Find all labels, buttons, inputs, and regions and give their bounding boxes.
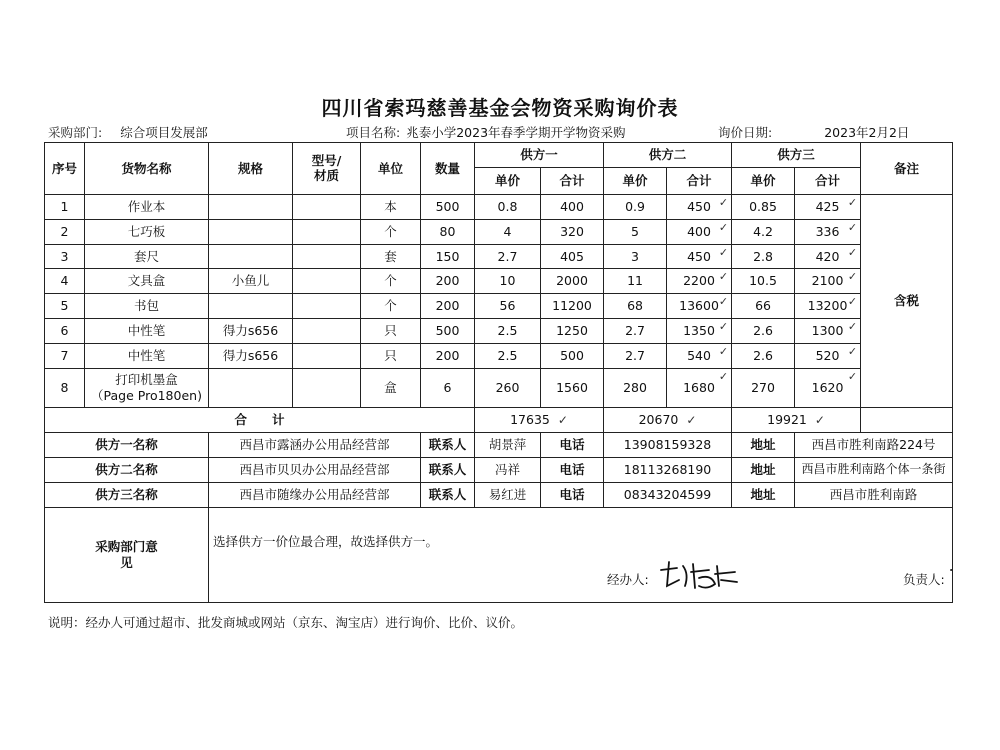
cell-price2: 11: [604, 269, 667, 294]
phone-value: 18113268190: [604, 457, 732, 482]
address-label: 地址: [732, 457, 795, 482]
check-mark-icon: ✓: [847, 320, 858, 334]
header-total3: 合计: [795, 167, 861, 194]
cell-price2: 3: [604, 244, 667, 269]
table-row: [45, 244, 953, 269]
cell-total2: [667, 294, 732, 319]
cell-seq: 5: [45, 294, 85, 319]
header-model-line1: 型号/: [311, 152, 342, 168]
header-qty: 数量: [421, 143, 475, 195]
check-mark-icon: ✓: [718, 295, 729, 309]
check-mark-icon: ✓: [847, 344, 858, 358]
cell-total3-value: 420: [815, 248, 840, 264]
check-mark-icon: ✓: [686, 413, 697, 428]
cell-price1: 10: [475, 269, 541, 294]
cell-total2-value: 2200: [683, 273, 715, 289]
handler-label: 经办人:: [607, 571, 649, 587]
project-value: 兆泰小学2023年春季学期开学物资采购: [406, 125, 626, 140]
cell-price1: 4: [475, 219, 541, 244]
supplier-label: 供方三名称: [45, 482, 209, 507]
cell-qty: 80: [421, 219, 475, 244]
cell-spec: 得力s656: [209, 343, 293, 368]
cell-qty: 500: [421, 319, 475, 344]
cell-total3: [795, 219, 861, 244]
contact-name: 易红进: [475, 482, 541, 507]
table-row: [45, 219, 953, 244]
cell-total1: 11200: [541, 294, 604, 319]
supplier-name: 西昌市随缘办公用品经营部: [209, 482, 421, 507]
cell-price2: 2.7: [604, 343, 667, 368]
cell-model: [293, 219, 361, 244]
project-label: 项目名称:: [346, 125, 401, 140]
cell-price3: 2.8: [732, 244, 795, 269]
table-row: [45, 343, 953, 368]
form-title: 四川省索玛慈善基金会物资采购询价表: [321, 96, 679, 120]
cell-total3: [795, 194, 861, 219]
table-row: [45, 269, 953, 294]
cell-seq: 1: [45, 194, 85, 219]
address-value: 西昌市胜利南路224号: [795, 433, 953, 458]
header-supplier2: 供方二: [604, 143, 732, 168]
cell-total2-value: 400: [687, 223, 711, 239]
check-mark-icon: ✓: [847, 220, 858, 234]
phone-value: 13908159328: [604, 433, 732, 458]
address-value: 西昌市胜利南路个体一条街: [795, 457, 953, 482]
cell-model: [293, 194, 361, 219]
cell-total3: [795, 294, 861, 319]
contact-label: 联系人: [421, 482, 475, 507]
cell-total3-value: 1300: [811, 323, 844, 339]
footnote: 说明：经办人可通过超市、批发商城或网站（京东、淘宝店）进行询价、比价、议价。: [48, 615, 524, 630]
check-mark-icon: ✓: [718, 270, 729, 284]
total-supplier3-value: 19921: [767, 412, 807, 428]
cell-price3: 4.2: [732, 219, 795, 244]
cell-model: [293, 294, 361, 319]
cell-spec: 小鱼儿: [209, 269, 293, 294]
cell-price2: 280: [604, 368, 667, 407]
header-total1: 合计: [541, 167, 604, 194]
cell-total3-value: 520: [815, 348, 840, 364]
check-mark-icon: ✓: [718, 195, 729, 209]
cell-spec: [209, 294, 293, 319]
cell-model: [293, 244, 361, 269]
table-row: [45, 294, 953, 319]
cell-seq: 4: [45, 269, 85, 294]
opinion-row: [45, 507, 953, 602]
date-label: 询价日期:: [718, 125, 773, 140]
check-mark-icon: ✓: [847, 295, 858, 309]
cell-name-line2: （Page Pro180en): [91, 387, 202, 403]
supplier-row: [45, 482, 953, 507]
cell-name: [85, 368, 209, 407]
cell-qty: 500: [421, 194, 475, 219]
cell-total2-value: 450: [687, 198, 711, 214]
cell-price2: 0.9: [604, 194, 667, 219]
supplier-name: 西昌市露涵办公用品经营部: [209, 433, 421, 458]
cell-total3-value: 336: [815, 223, 840, 239]
header-supplier1: 供方一: [475, 143, 604, 168]
supplier-row: [45, 433, 953, 458]
contact-name: 胡景萍: [475, 433, 541, 458]
table-row: [45, 319, 953, 344]
cell-total2-value: 1680: [683, 380, 715, 396]
address-label: 地址: [732, 433, 795, 458]
supplier-row: [45, 457, 953, 482]
supplier-label: 供方一名称: [45, 433, 209, 458]
total-supplier2-value: 20670: [638, 412, 679, 428]
cell-seq: 6: [45, 319, 85, 344]
cell-spec: [209, 194, 293, 219]
cell-seq: 3: [45, 244, 85, 269]
cell-model: [293, 269, 361, 294]
date-field: [718, 123, 909, 141]
supplier-label: 供方二名称: [45, 457, 209, 482]
phone-label: 电话: [541, 482, 604, 507]
cell-total2-value: 13600: [679, 298, 719, 314]
cell-total3: [795, 269, 861, 294]
cell-unit: 套: [361, 244, 421, 269]
cell-total3: [795, 343, 861, 368]
contact-label: 联系人: [421, 433, 475, 458]
check-mark-icon: ✓: [557, 413, 568, 428]
cell-total2: [667, 343, 732, 368]
header-remark: 备注: [861, 143, 953, 195]
handler-signature-icon: [655, 556, 745, 596]
cell-price3: 270: [732, 368, 795, 407]
header-model-line2: 材质: [313, 168, 339, 184]
cell-spec: [209, 244, 293, 269]
cell-seq: 2: [45, 219, 85, 244]
header-total2: 合计: [667, 167, 732, 194]
cell-price1: 2.5: [475, 343, 541, 368]
cell-model: [293, 319, 361, 344]
remark-cell: 含税: [861, 194, 953, 407]
cell-price3: 2.6: [732, 319, 795, 344]
cell-total2: [667, 219, 732, 244]
cell-total1: 405: [541, 244, 604, 269]
responsible-label: 负责人:: [903, 571, 945, 587]
cell-name: 套尺: [85, 244, 209, 269]
total-supplier3: [732, 408, 861, 433]
dept-value: 综合项目发展部: [120, 125, 208, 140]
cell-price1: 2.7: [475, 244, 541, 269]
cell-total2-value: 450: [687, 248, 711, 264]
cell-name: 中性笔: [85, 343, 209, 368]
cell-total2: [667, 244, 732, 269]
check-mark-icon: ✓: [718, 320, 729, 334]
header-spec: 规格: [209, 143, 293, 195]
cell-qty: 150: [421, 244, 475, 269]
header-supplier3: 供方三: [732, 143, 861, 168]
cell-total3: [795, 319, 861, 344]
header-row-1: [45, 143, 953, 168]
cell-price3: 0.85: [732, 194, 795, 219]
opinion-label-line2: 见: [120, 554, 133, 570]
total-supplier2: [604, 408, 732, 433]
check-mark-icon: ✓: [847, 195, 858, 209]
check-mark-icon: ✓: [814, 413, 825, 428]
cell-price3: 2.6: [732, 343, 795, 368]
cell-unit: 个: [361, 219, 421, 244]
cell-price2: 2.7: [604, 319, 667, 344]
header-unit: 单位: [361, 143, 421, 195]
check-mark-icon: ✓: [718, 344, 729, 358]
cell-qty: 200: [421, 269, 475, 294]
address-value: 西昌市胜利南路: [795, 482, 953, 507]
cell-model: [293, 343, 361, 368]
cell-spec: 得力s656: [209, 319, 293, 344]
cell-price1: 0.8: [475, 194, 541, 219]
cell-price1: 56: [475, 294, 541, 319]
opinion-text: 选择供方一价位最合理，故选择供方一。: [213, 533, 439, 549]
header-price3: 单价: [732, 167, 795, 194]
total-supplier1: [475, 408, 604, 433]
inquiry-table: [44, 142, 953, 603]
cell-price3: 10.5: [732, 269, 795, 294]
cell-unit: 只: [361, 343, 421, 368]
cell-total3-value: 1620: [811, 380, 844, 396]
cell-seq: 7: [45, 343, 85, 368]
cell-name-line1: 打印机墨盒: [115, 372, 178, 388]
cell-total2-value: 1350: [683, 323, 715, 339]
phone-value: 08343204599: [604, 482, 732, 507]
check-mark-icon: ✓: [718, 369, 729, 383]
cell-total1: 2000: [541, 269, 604, 294]
cell-total3-value: 425: [815, 198, 840, 214]
cell-name: 文具盒: [85, 269, 209, 294]
address-label: 地址: [732, 482, 795, 507]
opinion-label: [45, 507, 209, 602]
cell-price1: 2.5: [475, 319, 541, 344]
cell-price2: 68: [604, 294, 667, 319]
cell-unit: 本: [361, 194, 421, 219]
header-goods: 货物名称: [85, 143, 209, 195]
check-mark-icon: ✓: [847, 270, 858, 284]
cell-model: [293, 368, 361, 407]
phone-label: 电话: [541, 457, 604, 482]
project-field: [346, 123, 626, 141]
cell-total2: [667, 319, 732, 344]
dept-field: [48, 123, 208, 141]
cell-total1: 1250: [541, 319, 604, 344]
header-model: [293, 143, 361, 195]
cell-price1: 260: [475, 368, 541, 407]
cell-total1: 400: [541, 194, 604, 219]
cell-spec: [209, 219, 293, 244]
totals-label: 合 计: [45, 408, 475, 433]
cell-name: 中性笔: [85, 319, 209, 344]
cell-total1: 320: [541, 219, 604, 244]
cell-qty: 200: [421, 294, 475, 319]
cell-total3: [795, 368, 861, 407]
cell-total3-value: 13200: [807, 298, 848, 314]
table-row: [45, 368, 953, 407]
cell-total2: [667, 194, 732, 219]
header-price2: 单价: [604, 167, 667, 194]
cell-total3: [795, 244, 861, 269]
cell-seq: 8: [45, 368, 85, 407]
cell-price2: 5: [604, 219, 667, 244]
header-price1: 单价: [475, 167, 541, 194]
opinion-content: [209, 507, 953, 602]
contact-name: 冯祥: [475, 457, 541, 482]
cell-unit: 个: [361, 294, 421, 319]
dept-label: 采购部门:: [48, 125, 103, 140]
cell-name: 作业本: [85, 194, 209, 219]
check-mark-icon: ✓: [718, 245, 729, 259]
totals-row: [45, 408, 953, 433]
opinion-label-line1: 采购部门意: [95, 539, 158, 555]
cell-qty: 6: [421, 368, 475, 407]
table-row: [45, 194, 953, 219]
cell-name: 七巧板: [85, 219, 209, 244]
cell-price3: 66: [732, 294, 795, 319]
cell-unit: 盒: [361, 368, 421, 407]
check-mark-icon: ✓: [847, 369, 858, 383]
header-seq: 序号: [45, 143, 85, 195]
cell-unit: 个: [361, 269, 421, 294]
cell-unit: 只: [361, 319, 421, 344]
cell-total1: 500: [541, 343, 604, 368]
responsible-signature-icon: [947, 558, 953, 594]
date-value: 2023年2月2日: [824, 125, 910, 140]
cell-total3-value: 2100: [811, 273, 844, 289]
contact-label: 联系人: [421, 457, 475, 482]
cell-total2-value: 540: [687, 348, 711, 364]
check-mark-icon: ✓: [847, 245, 858, 259]
totals-remark: [861, 408, 953, 433]
cell-spec: [209, 368, 293, 407]
supplier-name: 西昌市贝贝办公用品经营部: [209, 457, 421, 482]
cell-total2: [667, 269, 732, 294]
cell-qty: 200: [421, 343, 475, 368]
total-supplier1-value: 17635: [510, 412, 550, 428]
check-mark-icon: ✓: [718, 220, 729, 234]
phone-label: 电话: [541, 433, 604, 458]
cell-total2: [667, 368, 732, 407]
cell-name: 书包: [85, 294, 209, 319]
cell-total1: 1560: [541, 368, 604, 407]
